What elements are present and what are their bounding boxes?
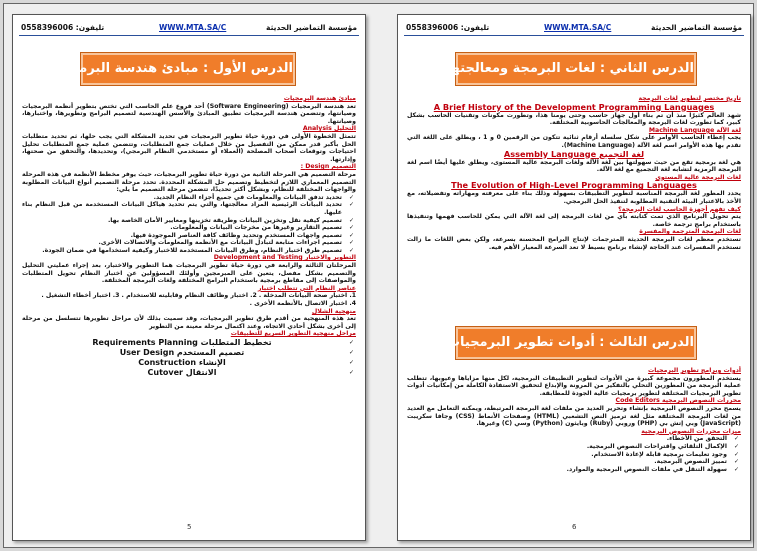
check-bullet-icon: ✓ (733, 465, 739, 473)
page-number: 6 (572, 523, 577, 531)
list-item: ✓ الإنشاء Construction (138, 358, 354, 367)
section-heading: تاريخ مختصر لتطوير لغات البرمجة (638, 95, 741, 102)
paragraph: يحدد المطور لغة البرمجة المناسبة لتطوير التطبيقات بسهولة وذلك بناء على معرفته ومهاراته وتفضيلاته، مع الأخذ بالاعتبار البيئة التقنية المطلوبة لتنفيذ الحل البرمجي. (407, 190, 741, 205)
lesson-banner: الدرس الثاني : لغات البرمجة ومعالجتها (456, 53, 696, 85)
section-heading: التصميم Design : (300, 163, 356, 171)
section-heading: محررات النصوص البرمجية Code Editors (615, 397, 741, 405)
page-right (397, 14, 751, 541)
header-website-link[interactable]: WWW.MTA.SA/C (544, 23, 612, 32)
check-bullet-icon: ✓ (348, 201, 354, 209)
check-bullet-icon: ✓ (348, 246, 354, 254)
check-bullet-icon: ✓ (733, 458, 739, 466)
check-bullet-icon: ✓ (348, 349, 354, 356)
check-bullet-icon: ✓ (348, 339, 354, 346)
section-heading: مراحل منهجية التطوير السريع للتطبيقات (230, 330, 356, 338)
check-bullet-icon: ✓ (348, 193, 354, 201)
header-institution: مؤسسة التماضير الحديثة (651, 23, 742, 32)
check-bullet-icon: ✓ (348, 216, 354, 224)
section-heading: عناصر النظام التي تتطلب اختبار (257, 284, 356, 292)
check-bullet-icon: ✓ (348, 224, 354, 232)
section-heading: لغة الآلة Machine Language (648, 126, 741, 134)
section-heading: لغات البرمجة المترجمة والمفسرة (639, 228, 741, 236)
list-item: ✓ وجود تعليمات برمجية قابلة لإعادة الاستخدام. (591, 450, 739, 458)
page-body (22, 95, 356, 378)
paragraph: يتم تحويل البرنامج الذي تمت كتابته بأي من لغات البرمجة إلى لغة الآلة التي يمكن للحاسب فهمها وتنفيذها باستخدام برامج ترجمة خاصة. (407, 213, 741, 228)
list-item: ✓ تصميم واجهات المستخدم وتحديد وظائف كافة العناصر الموجودة فيها. (130, 231, 354, 239)
check-bullet-icon: ✓ (348, 359, 354, 366)
check-bullet-icon: ✓ (348, 231, 354, 239)
section-heading: كيف تفهم أجهزة الحاسب لغات البرمجة؟ (618, 205, 741, 213)
section-heading-en: A Brief History of the Development Programming Languages (433, 101, 715, 112)
paragraph: مرحلة التصميم هي المرحلة الثانية من دورة حياة تطوير البرمجيات، حيث يوفر مخطط الأنظمة في هذه المرحلة التصميم المعماري اللازم لتخطيط وتصميم حل المشكلة المحددة. تحدد مرحلة التصميم أنواع البيانات المطلوبة والواجهات المختلفة للنظام، وبشكل أكثر تحديدًا، تتضمن مرحلة التصميم ما يلي: (22, 170, 356, 194)
features-list (407, 435, 741, 473)
section-heading-en: The Evolution of High-Level Programming Languages (451, 180, 697, 191)
header-phone: تليفون: 0558396006 (406, 23, 490, 32)
section-heading: التحليل Analysis (302, 125, 356, 133)
lesson-banner: الدرس الثالث : أدوات تطوير البرمجيات (456, 327, 696, 359)
section-heading: مبادئ هندسة البرمجيات (283, 95, 356, 102)
section-heading: منهجية الشلال (311, 307, 356, 315)
paragraph: يسمح محرر النصوص البرمجية بإنشاء وتحرير العديد من ملفات لغة البرمجة المرتبطة، ويمكنه التعامل مع العديد من لغات البرمجة المختلفة مثل لغة ترميز النص التشعبي (HTML) وصفحات الأنماط (CSS) وجافا سكريبت (JavaScript) وبي إتش بي (PHP) وروبي (Ruby) وبايثون (Python) وسي (C) وغيرها. (407, 404, 741, 428)
page-body-bottom (407, 367, 741, 473)
page-left (12, 14, 366, 541)
check-bullet-icon: ✓ (733, 450, 739, 458)
check-bullet-icon: ✓ (733, 442, 739, 450)
check-bullet-icon: ✓ (348, 369, 354, 376)
list-item: ✓ تخطيط المتطلبات Requirements Planning (92, 338, 354, 347)
paragraph: تتمثل الخطوة الأولى في دورة حياة تطوير البرمجيات في تحديد المشكلة التي يجب حلها، ثم تحديد متطلبات الحل بأكبر قدر ممكن من التفصيل من خلال عمليات جمع المتطلبات، وتتضمن عملية جمع المتطلبات تحليل احتياجات وتوقعات أصحاب المصلحة (العملاء أو مستخدمي النظام البرمجي)، وتحديدها، والتحقق من صحتها، وإدارتها. (22, 132, 356, 163)
test-list-row: 4. اختبار الاتصال بالأنظمة الأخرى . (249, 300, 356, 308)
header-institution: مؤسسة التماضير الحديثة (266, 23, 357, 32)
list-item: ✓ تصميم المستخدم User Design (119, 348, 354, 357)
header-phone: تليفون: 0558396006 (21, 23, 105, 32)
paragraph: تستخدم معظم لغات البرمجة الحديثة المترجمات لإنتاج البرامج المحسنة بسرعة، ولكن بعض اللغات ما زالت تستخدم المفسرات عند الحاجة لإنشاء برنامج بسيط لا تعد السرعة المعيار الأهم فيه. (407, 235, 741, 251)
page-header (404, 21, 744, 36)
list-item: ✓ تمييز النصوص البرمجية. (654, 458, 739, 466)
paragraph: شهد العالم كثيرًا منذ أن تم بناء أول جهاز حاسب وحتى يومنا هذا، وتطورت مكونات وتقنيات الحاسب بشكل كبير، كما تطورت لغات البرمجة والمعالجات الحاسوبية المختلفة. (407, 111, 741, 127)
paragraph: المرحلتان الثالثة والرابعة في دورة حياة تطوير البرمجيات هما التطوير والاختبار، بعد إجراء عمليتي التحليل والتصميم بشكل مفصل، يتعين على المبرمجين وأولئك المسؤولين عن اختبار النظام تحويل المتطلبات والمواصفات إلى مقاطع برمجية باستخدام البرامج المختلفة ولغات البرمجة المختلفة. (22, 262, 356, 285)
paragraph: تعد هذه المنهجية من أقدم طرق تطوير البرمجيات، وقد سميت بذلك لأن مراحل تطويرها تتسلسل من مرحلة إلى أخرى بشكل أحادي الاتجاه، وعند اكتمال مرحلة معينة من التطوير (22, 315, 356, 330)
list-item: ✓ التحقق من الأخطاء. (666, 435, 739, 443)
paragraph: يجب إعطاء الحاسب الأوامر على شكل سلسلة أرقام ثنائية تتكون من الرقمين 0 و 1 ، ويطلق على اللغة التي تقدم بها هذه الأوامر اسم لغة الآلة (Machine Language). (407, 134, 741, 149)
section-heading: ميزات محررات النصوص البرمجية (641, 427, 741, 435)
page-header (19, 21, 359, 36)
section-heading: لغات البرمجة عالية المستوى (655, 173, 741, 181)
lesson-banner: الدرس الأول : مبادئ هندسة البرمجيات (81, 53, 295, 85)
list-item: ✓ تصميم كيفية نقل وتخزين البيانات وطريقة تخزينها ومعايير الأمان الخاصة بها. (107, 216, 354, 224)
test-list-row: 1. اختبار صحة البيانات المدخلة . 2. اختبار وظائف النظام وقابليته للاستخدام . 3. اختبار أخطاء التشغيل . (41, 292, 356, 300)
list-item: ✓ تحديد البيانات الرئيسية المراد معالجتها، والتي يتم تحديد هياكل البيانات المستخدمة من قبل النظام بناء عليها. (22, 201, 354, 216)
list-item: ✓ تصميم طرق اختبار النظام، وطرق البيانات المستخدمة للاختبار وكيفية استخدامها في ضمان الجودة. (42, 246, 354, 254)
header-website-link[interactable]: WWW.MTA.SA/C (159, 23, 227, 32)
list-item: ✓ الانتقال Cutover (147, 368, 354, 377)
list-item: ✓ تصميم التقارير وغيرها من مخرجات البيانات والمعلومات. (170, 224, 354, 232)
section-heading: التطوير والاختبار Development and Testing (213, 254, 356, 262)
list-item: ✓ الإكمال التلقائي واقتراحات النصوص البرمجية. (586, 442, 739, 450)
list-item: ✓ تحديد تدفق البيانات والمعلومات في جميع أجزاء النظام الجديد. (153, 193, 354, 201)
paragraph: هي لغة برمجية تقع من حيث سهولتها بين لغة الآلة ولغات البرمجة عالية المستوى، ويطلق عليها أيضًا اسم لغة البرمجة الرمزية لتشابه لغة التجميع مع لغة الآلة. (407, 158, 741, 174)
check-bullet-icon: ✓ (348, 239, 354, 247)
page-number: 5 (187, 523, 192, 531)
design-list (22, 194, 356, 255)
list-item: ✓ سهولة التنقل في ملفات النصوص البرمجية والموارد. (566, 465, 739, 473)
rapid-list (22, 338, 356, 378)
paragraph: يستخدم المطورون مجموعة كبيرة من الأدوات لتطوير التطبيقات البرمجية، لكل منها مزاياها وعيوبها، تتطلب عملية البرمجة من المطورين التحلي بالتفكير من المرونة والإبداع لتحقيق الاستفادة الكاملة من إمكانيات أدوات تطوير البرمجيات المختلفة لتطوير برمجيات عالية الجودة للمطابقة. (407, 374, 741, 397)
section-heading: أدوات وبرامج تطوير البرمجيات (648, 367, 741, 374)
page-body-top (407, 95, 741, 251)
list-item: ✓ تصميم اجراءات متابعة لتبادل البيانات مع الأنظمة والمعلومات والاتصالات الأخرى. (98, 239, 354, 247)
document-viewer (3, 3, 754, 548)
check-bullet-icon: ✓ (733, 435, 739, 443)
paragraph: تعد هندسة البرمجيات (Software Engineering) أحد فروع علم الحاسب التي تختص بتطوير أنظمة البرمجيات وصيانتها، وتتضمن هندسة البرمجيات تطبيق المبادئ والأسس الهندسية لتصميم البرامج وتطويرها، واختبارها، وصيانتها. (22, 102, 357, 125)
section-heading: لغة التجميع Assembly Language (503, 148, 645, 159)
